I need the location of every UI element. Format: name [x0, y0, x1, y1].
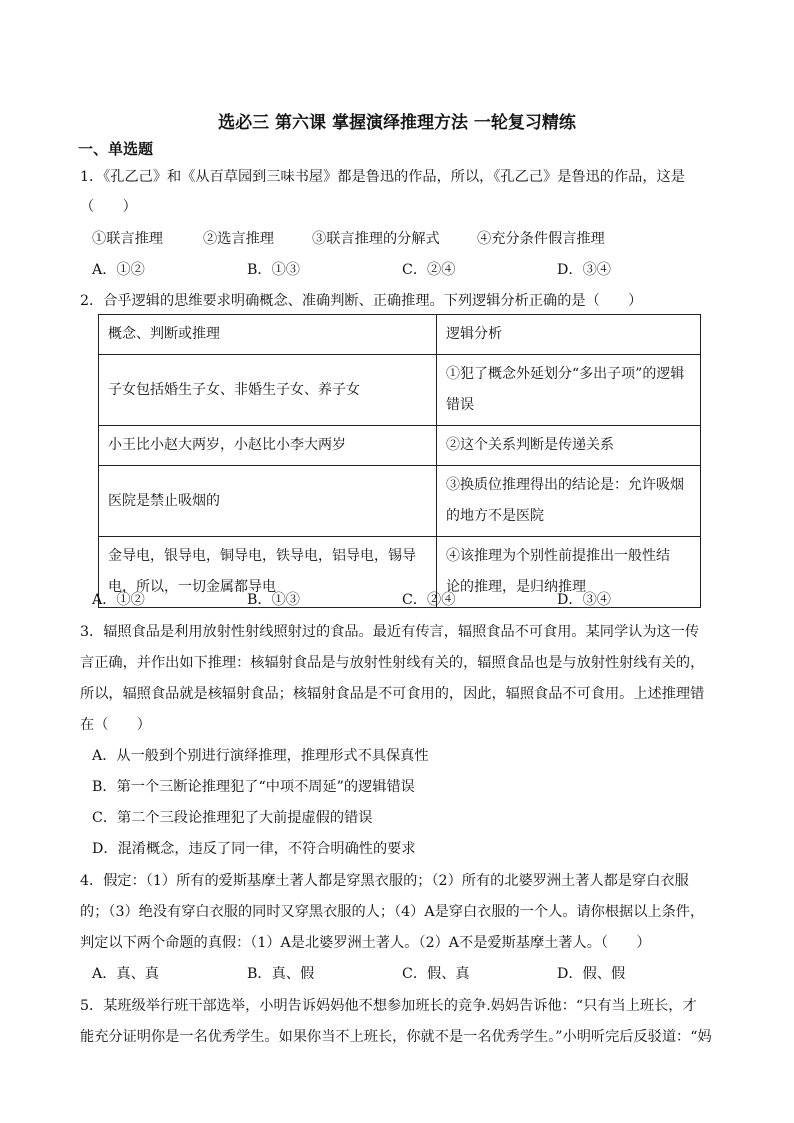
q1-option-c[interactable]: C．②④	[402, 262, 456, 278]
q1-option-a[interactable]: A．①②	[92, 262, 145, 278]
q1-stem-line-1: 1．《孔乙己》和《从百草园到三味书屋》都是鲁迅的作品，所以，《孔乙己》是鲁迅的作品，这是	[80, 169, 685, 185]
q1-item-1: ①联言推理	[92, 231, 163, 247]
cell-text: 电，所以，一切金属都导电	[108, 579, 276, 595]
q3-stem-line-1: 3．辐照食品是利用放射性射线照射过的食品。最近有传言，辐照食品不可食用。某同学认为这一传	[80, 624, 700, 640]
cell-text: 子女包括婚生子女、非婚生子女、养子女	[108, 381, 360, 398]
cell-text: ①犯了概念外延划分“多出子项”的逻辑	[446, 366, 685, 382]
q5-stem-line-2: 能充分证明你是一名优秀学生。如果你当不上班长，你就不是一名优秀学生。”小明听完后反驳道：“妈	[80, 1029, 712, 1045]
cell-text: 论的推理，是归纳推理	[446, 579, 586, 595]
page-title: 选必三 第六课 掌握演绎推理方法 一轮复习精练	[218, 113, 576, 133]
table-cell	[437, 355, 701, 426]
q1-item-4: ④充分条件假言推理	[477, 231, 605, 247]
q2-option-a[interactable]: A．①②	[92, 592, 145, 608]
table-row	[99, 355, 701, 426]
q2-option-c[interactable]: C．②④	[402, 592, 456, 608]
q3-option-c[interactable]: C．第二个三段论推理犯了大前提虚假的错误	[92, 810, 373, 826]
q3-option-d[interactable]: D．混淆概念，违反了同一律，不符合明确性的要求	[92, 841, 416, 857]
q4-stem-line-3: 判定以下两个命题的真假：（1）A是北婆罗洲土著人。（2）A不是爱斯基摩土著人。（ ）	[80, 935, 651, 951]
q2-option-d[interactable]: D．③④	[557, 592, 611, 608]
q1-option-d[interactable]: D．③④	[557, 262, 611, 278]
table-row	[99, 466, 701, 537]
cell-text: 错误	[446, 397, 474, 413]
q4-option-a[interactable]: A．真、真	[92, 966, 159, 982]
cell-text: ③换质位推理得出的结论是：允许吸烟	[446, 477, 684, 493]
q5-stem-line-1: 5．某班级举行班干部选举，小明告诉妈妈他不想参加班长的竞争.妈妈告诉他：“只有当上班长，才	[80, 998, 697, 1014]
q2-option-b[interactable]: B．①③	[247, 592, 300, 608]
q3-option-b[interactable]: B．第一个三断论推理犯了“中项不周延”的逻辑错误	[92, 779, 415, 795]
q4-option-c[interactable]: C．假、真	[402, 966, 470, 982]
q1-item-3: ③联言推理的分解式	[312, 231, 440, 247]
q4-option-d[interactable]: D．假、假	[557, 966, 626, 982]
q3-option-a[interactable]: A．从一般到个别进行演绎推理，推理形式不具保真性	[92, 748, 429, 764]
table-cell	[437, 466, 701, 537]
q1-stem-line-2: （ ）	[80, 199, 137, 215]
cell-text: 医院是禁止吸烟的	[108, 492, 220, 509]
q3-stem-line-2: 言正确，并作出如下推理：核辐射食品是与放射性射线有关的，辐照食品也是与放射性射线有关的，	[80, 655, 705, 671]
table-cell	[99, 466, 437, 537]
q1-item-2: ②选言推理	[203, 231, 274, 247]
q1-option-b[interactable]: B．①③	[247, 262, 300, 278]
q3-stem-line-4: 在（ ）	[80, 717, 151, 733]
cell-text: 的地方不是医院	[446, 508, 544, 524]
cell-text: 金导电，银导电，铜导电，铁导电，铝导电，锡导	[108, 548, 416, 564]
q2-stem: 2．合乎逻辑的思维要求明确概念、准确判断、正确推理。下列逻辑分析正确的是（ ）	[80, 293, 643, 309]
q2-table	[98, 314, 701, 608]
q4-stem-line-1: 4．假定：（1）所有的爱斯基摩土著人都是穿黑衣服的；（2）所有的北婆罗洲土著人都是穿白衣服	[80, 873, 689, 889]
q3-stem-line-3: 所以，辐照食品就是核辐射食品；核辐射食品是不可食用的，因此，辐照食品不可食用。上述推理错	[80, 686, 705, 702]
table-cell	[437, 426, 701, 466]
table-header-row	[99, 315, 701, 355]
table-header-cell: 概念、判断或推理	[99, 315, 437, 355]
table-cell	[99, 426, 437, 466]
cell-text: ④该推理为个别性前提推出一般性结	[446, 548, 670, 564]
q4-option-b[interactable]: B．真、假	[247, 966, 315, 982]
table-header-cell: 逻辑分析	[437, 315, 701, 355]
section-heading: 一、单选题	[78, 140, 154, 158]
cell-text: 小王比小赵大两岁，小赵比小李大两岁	[108, 437, 346, 453]
q4-stem-line-2: 的；（3）绝没有穿白衣服的同时又穿黑衣服的人；（4）A是穿白衣服的一个人。请你根据以上条件，	[80, 904, 705, 920]
cell-text: ②这个关系判断是传递关系	[446, 437, 614, 453]
table-row	[99, 426, 701, 466]
table-cell	[99, 355, 437, 426]
